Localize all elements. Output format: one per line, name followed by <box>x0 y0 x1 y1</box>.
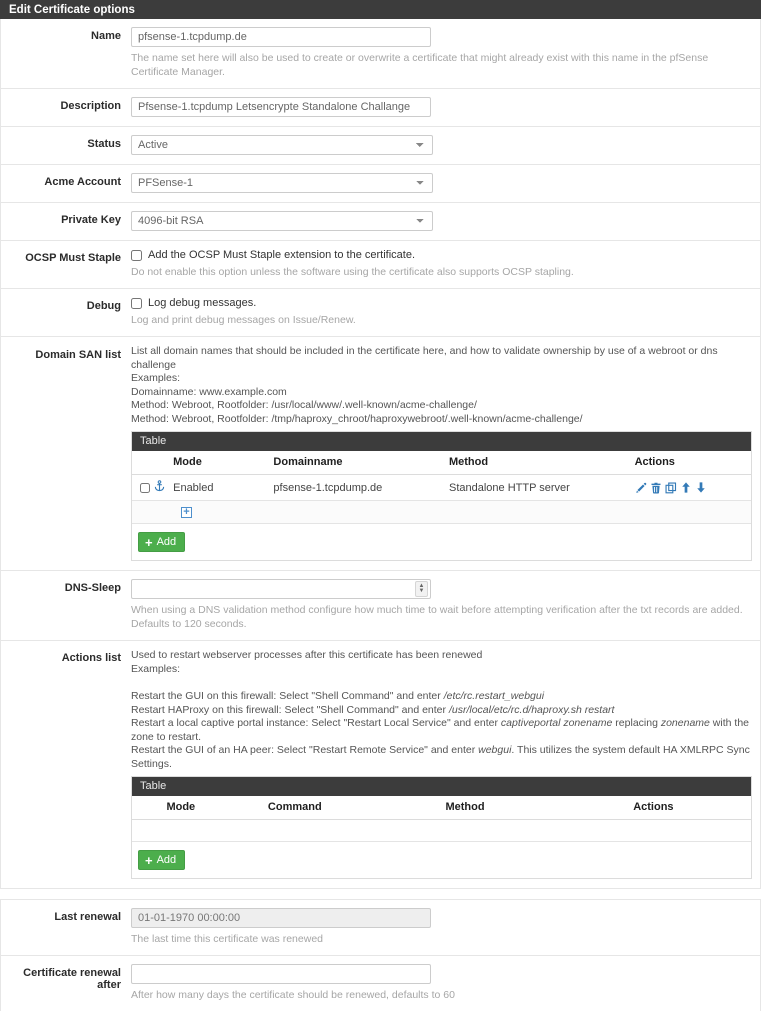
section-separator <box>0 889 761 899</box>
actions-example-4-command: webgui <box>478 744 512 756</box>
domain-san-desc-line-4: Method: Webroot, Rootfolder: /usr/local/www/.well-known/acme-challenge/ <box>131 399 477 411</box>
actions-example-3-tail: with the zone to restart. <box>131 717 749 743</box>
form-row-private-key <box>0 203 761 241</box>
th-mode: Mode <box>169 451 269 475</box>
label-debug: Debug <box>86 300 121 312</box>
actions-table-caption: Table <box>132 777 751 796</box>
domain-san-desc-line-2: Examples: <box>131 372 181 384</box>
th-mode: Mode <box>162 796 263 820</box>
form-row-name <box>0 19 761 89</box>
th-actions: Actions <box>629 796 751 820</box>
th-select <box>132 451 169 475</box>
actions-example-3-zonename: zonename <box>660 717 710 729</box>
table-header-row <box>132 796 751 820</box>
domain-san-desc-line-1: List all domain names that should be included in the certificate here, and how to validate ownership by use of a webroot or dns challenge <box>131 345 718 371</box>
ocsp-must-staple-checkbox[interactable] <box>131 250 142 261</box>
label-description: Description <box>60 100 121 112</box>
description-input[interactable] <box>131 97 431 117</box>
actions-example-1-text: Restart the GUI on this firewall: Select "Shell Command" and enter <box>131 690 444 702</box>
label-certificate-renewal-after: Certificate renewal after <box>23 967 121 991</box>
table-row <box>132 475 751 501</box>
domain-san-table-caption: Table <box>132 432 751 451</box>
table-add-row <box>132 524 751 561</box>
ocsp-help-text: Do not enable this option unless the software using the certificate also supports OCSP stapling. <box>131 266 574 278</box>
trash-icon[interactable] <box>650 482 662 494</box>
domain-san-desc-line-3: Domainname: www.example.com <box>131 385 287 398</box>
label-last-renewal: Last renewal <box>54 911 121 923</box>
label-dns-sleep: DNS-Sleep <box>64 582 121 594</box>
add-button-label: Add <box>156 536 177 548</box>
certificate-renewal-after-help-text: After how many days the certificate should be renewed, defaults to 60 <box>131 989 455 1001</box>
actions-desc-line-2: Examples: <box>131 662 181 675</box>
form-row-description <box>0 89 761 127</box>
th-domainname: Domainname <box>269 451 445 475</box>
debug-checkbox-label: Log debug messages. <box>148 297 257 309</box>
domain-san-desc-line-5: Method: Webroot, Rootfolder: /tmp/haproxy_chroot/haproxywebroot/.well-known/acme-challenge/ <box>131 412 583 425</box>
plus-box-icon[interactable]: + <box>181 507 192 518</box>
label-acme-account: Acme Account <box>44 176 121 188</box>
actions-desc-line-1: Used to restart webserver processes after this certificate has been renewed <box>131 649 483 661</box>
number-spinner-icon[interactable] <box>415 581 428 597</box>
plus-icon: + <box>145 534 153 550</box>
name-help-text: The name set here will also be used to create or overwrite a certificate that might already exist with this name in the pfSense Certificate Manager. <box>131 52 709 78</box>
form-row-ocsp-must-staple <box>0 241 761 289</box>
th-command: Command <box>264 796 442 820</box>
form-row-certificate-renewal-after <box>0 956 761 1011</box>
label-ocsp-must-staple: OCSP Must Staple <box>25 252 121 264</box>
label-domain-san-list: Domain SAN list <box>35 349 121 361</box>
actions-desc-spacer <box>131 676 752 690</box>
form-row-domain-san-list <box>0 337 761 571</box>
domain-san-table-panel <box>131 431 752 561</box>
edit-pencil-icon[interactable] <box>635 482 647 494</box>
actions-example-4 <box>131 744 752 771</box>
name-input[interactable] <box>131 27 431 47</box>
actions-example-3-command: captiveportal zonename <box>500 717 613 729</box>
actions-example-2 <box>131 704 752 718</box>
label-actions-list: Actions list <box>61 652 121 664</box>
actions-example-1 <box>131 690 752 704</box>
dns-sleep-help-text: When using a DNS validation method configure how much time to wait before attempting verification after the txt records are added. Defaults to 120 seconds. <box>131 604 743 630</box>
table-header-row <box>132 451 751 475</box>
label-name: Name <box>91 30 121 42</box>
debug-checkbox[interactable] <box>131 298 142 309</box>
plus-icon: + <box>145 852 153 868</box>
th-method: Method <box>441 796 629 820</box>
arrow-down-icon[interactable] <box>695 481 707 494</box>
table-expand-row <box>132 501 751 524</box>
actions-example-4-text: Restart the GUI of an HA peer: Select "Restart Remote Service" and enter <box>131 744 479 756</box>
actions-example-3-mid: replacing <box>612 717 661 729</box>
th-actions: Actions <box>631 451 751 475</box>
actions-table <box>132 796 751 878</box>
actions-table-panel <box>131 776 752 879</box>
last-renewal-input <box>131 908 431 928</box>
add-button-label: Add <box>156 854 177 866</box>
last-renewal-help-text: The last time this certificate was renewed <box>131 933 323 945</box>
actions-example-2-text: Restart HAProxy on this firewall: Select "Shell Command" and enter <box>131 703 449 716</box>
label-private-key: Private Key <box>61 214 121 226</box>
spinner-up-arrow: ▲ <box>418 583 425 589</box>
actions-example-3-text: Restart a local captive portal instance: Select "Restart Local Service" and enter <box>131 717 501 729</box>
cell-domainname: pfsense-1.tcpdump.de <box>269 475 445 501</box>
ocsp-must-staple-checkbox-label: Add the OCSP Must Staple extension to the certificate. <box>148 249 415 261</box>
form-row-actions-list <box>0 641 761 889</box>
dns-sleep-input[interactable] <box>131 579 431 599</box>
form-row-debug <box>0 289 761 337</box>
table-add-row <box>132 842 751 879</box>
add-domain-san-button[interactable] <box>138 532 185 552</box>
certificate-renewal-after-input[interactable] <box>131 964 431 984</box>
cell-mode: Enabled <box>169 475 269 501</box>
form-row-last-renewal <box>0 899 761 956</box>
form-row-dns-sleep <box>0 571 761 641</box>
acme-account-select[interactable] <box>131 173 433 193</box>
row-select-checkbox[interactable] <box>140 483 150 493</box>
actions-example-3 <box>131 717 752 744</box>
actions-example-2-command: /usr/local/etc/rc.d/haproxy.sh restart <box>448 703 615 716</box>
private-key-select[interactable] <box>131 211 433 231</box>
arrow-up-icon[interactable] <box>680 481 692 494</box>
domain-san-table <box>132 451 751 560</box>
actions-example-1-command: /etc/rc.restart_webgui <box>443 690 545 702</box>
th-select <box>132 796 162 820</box>
status-select[interactable] <box>131 135 433 155</box>
form-row-status <box>0 127 761 165</box>
actions-example-4-tail: . This utilizes the system default HA XMLRPC Sync Settings. <box>131 744 750 770</box>
cell-method: Standalone HTTP server <box>445 475 631 501</box>
debug-help-text: Log and print debug messages on Issue/Renew. <box>131 314 356 326</box>
label-status: Status <box>87 138 121 150</box>
th-method: Method <box>445 451 631 475</box>
anchor-icon[interactable] <box>154 480 165 495</box>
form-row-acme-account <box>0 165 761 203</box>
panel-title: Edit Certificate options <box>0 0 761 19</box>
spinner-down-arrow: ▼ <box>418 588 425 594</box>
copy-icon[interactable] <box>665 482 677 494</box>
add-action-button[interactable] <box>138 850 185 870</box>
